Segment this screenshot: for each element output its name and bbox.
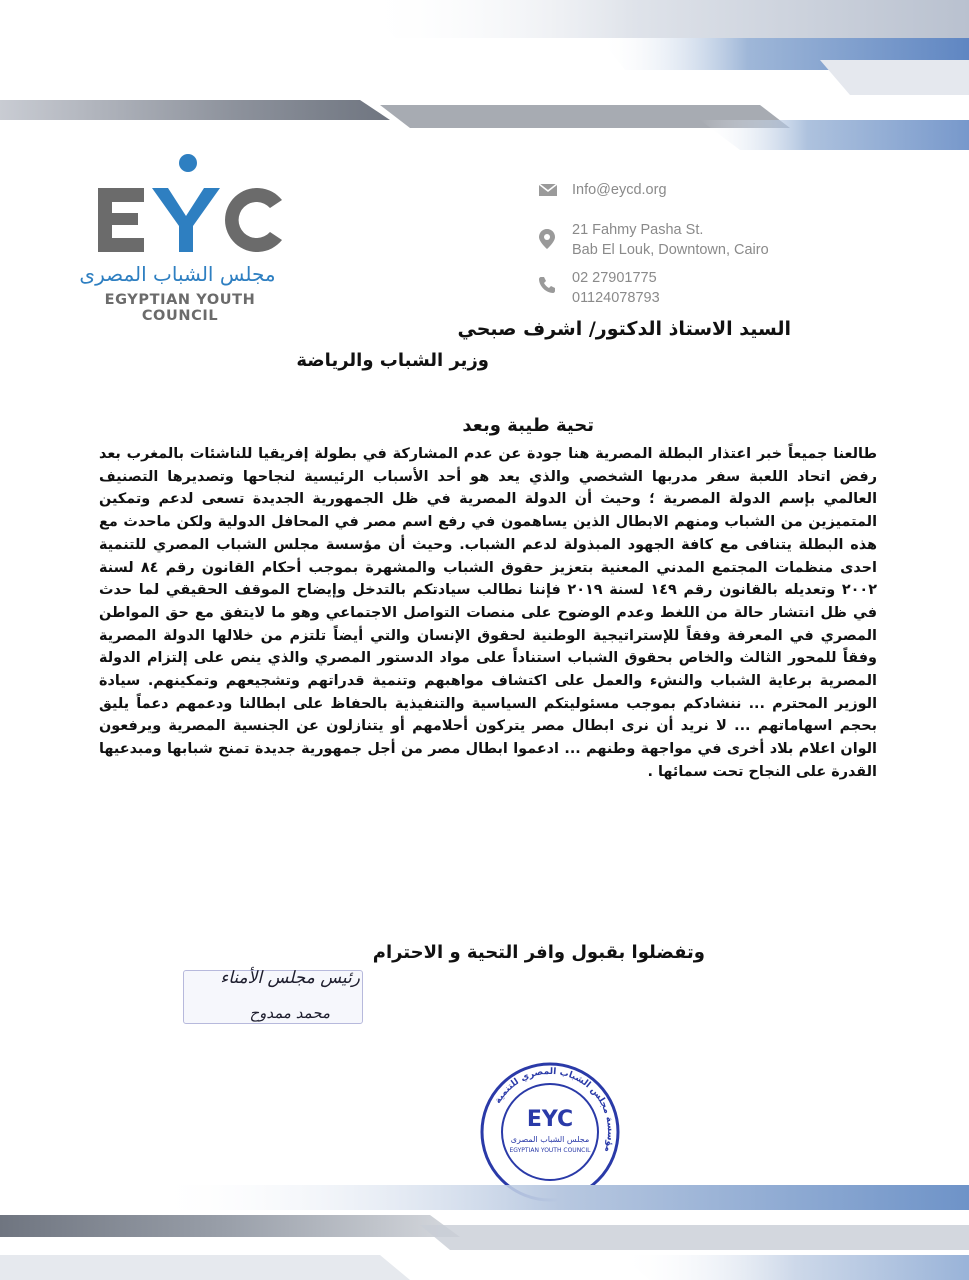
phone-text	[572, 268, 660, 308]
seal-logo-letters: EYC	[526, 1107, 574, 1132]
greeting: تحية طيبة وبعد	[462, 415, 594, 436]
header-decorative-band	[0, 0, 969, 160]
email-text[interactable]: Info@eycd.org	[572, 182, 667, 198]
phone-1: 02 27901775	[572, 270, 657, 286]
seal-name-arabic: مجلس الشباب المصرى	[510, 1135, 590, 1144]
footer-decorative-band	[0, 1175, 969, 1280]
address-line-1: 21 Fahmy Pasha St.	[572, 222, 704, 238]
phone-2: 01124078793	[572, 290, 660, 306]
org-name-arabic: مجلس الشباب المصرى	[79, 262, 276, 286]
org-name-english: EGYPTIAN YOUTH COUNCIL	[104, 292, 256, 324]
phone-icon	[538, 276, 560, 298]
recipient-line: السيد الاستاذ الدكتور/ اشرف صبحي	[457, 318, 791, 340]
envelope-icon	[538, 182, 560, 204]
signature-name: محمد ممدوح	[249, 1004, 330, 1022]
address-row	[538, 220, 769, 260]
email-row	[538, 180, 667, 204]
address-line-2: Bab El Louk, Downtown, Cairo	[572, 242, 769, 258]
seal-ring-text: مؤسسة مجلس الشباب المصري للتنمية	[493, 1066, 616, 1154]
address-text	[572, 220, 769, 260]
phone-row	[538, 268, 660, 308]
recipient-title: وزير الشباب والرياضة	[296, 350, 489, 371]
location-pin-icon	[538, 228, 560, 250]
signature-title: رئيس مجلس الأمناء	[220, 968, 360, 988]
closing-line: وتفضلوا بقبول وافر التحية و الاحترام	[372, 942, 705, 963]
seal-name-english: EGYPTIAN YOUTH COUNCIL	[509, 1147, 591, 1154]
letter-body: طالعنا جميعاً خبر اعتذار البطلة المصرية هنا جودة عن عدم المشاركة في بطولة إفريقيا للناشئات بالمغرب بعد رفض اتحاد اللعبة سفر مدربها الشخصي والذي يعد هو أحد الأسباب الرئيسية لنجاحها وتصديرها التصنيف العالمي بإسم الدولة المصرية ؛ وحيث أن الدولة المصرية في ظل الجمهورية الجديدة تسعى لدعم وتمكين المتميزين من الشباب ومنهم الابطال الذين يساهمون في رفع اسم مصر في المحافل الدولية ولكن ماحدث مع هذه البطلة يتنافى مع كافة الجهود المبذولة لدعم الشباب. وحيث أن مؤسسة مجلس الشباب المصري للتنمية احدى منظمات المجتمع المدني المعنية بتعزيز حقوق الشباب والمشهرة بموجب أحكام القانون رقم ٨٤ لسنة ٢٠٠٢ وتعديله بالقانون رقم ١٤٩ لسنة ٢٠١٩ فإننا نطالب سيادتكم بالتدخل وإيضاح الموقف الحقيقي لما حدث في ظل انتشار حالة من اللغط وعدم الوضوح على منصات التواصل الاجتماعي وهو ما لايتفق مع حق المواطن المصري في المعرفة وفقاً للإستراتيجية الوطنية لحقوق الإنسان والتي أيضاً تلتزم من خلالها الدولة المصرية وفقاً للمحور الثالث والخاص بحقوق الشباب استناداً على مواد الدستور المصري والذي ينص على إلتزام الدولة المصرية برعاية الشباب والنشء والعمل على اكتشاف مواهبهم وتنمية قدراتهم وتشجيعهم وتمكينهم. سيادة الوزير المحترم ... ننشادكم بموجب مسئوليتكم السياسية والتنفيذية بالحفاظ على ابطالنا ودعمهم دعماً يليق بحجم اسهاماتهم ... لا نريد أن نرى ابطال مصر يتركون أحلامهم أو يتنازلون عن الجنسية المصرية ويرفعون الوان اعلام بلاد أخرى في مواجهة وطنهم ... ادعموا ابطال مصر من أجل جمهورية جديدة تمنح شبابها ومبدعيها القدرة على النجاح تحت سمائها .	[99, 446, 877, 780]
